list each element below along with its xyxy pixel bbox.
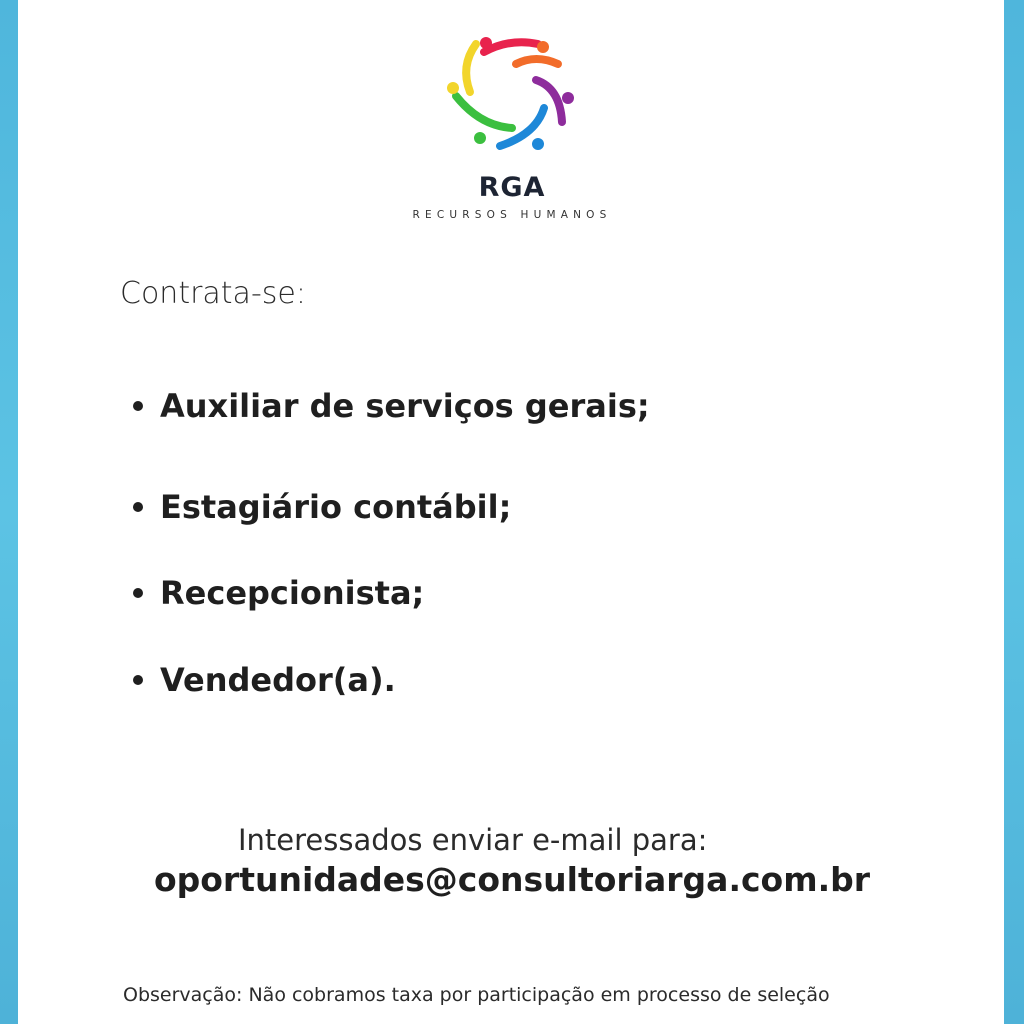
brand-tagline: RECURSOS HUMANOS (412, 209, 612, 221)
job-label: Vendedor(a). (160, 661, 396, 699)
people-circle-logo-icon (440, 30, 584, 160)
bullet-icon (133, 675, 143, 685)
bullet-icon (133, 401, 143, 411)
job-item (133, 661, 396, 699)
job-item (133, 574, 424, 612)
brand-name: RGA (478, 172, 546, 203)
job-label: Recepcionista; (160, 574, 425, 612)
footer-note: Observação: Não cobramos taxa por participação em processo de seleção (123, 984, 830, 1006)
contact-email: oportunidades@consultoriarga.com.br (153, 860, 871, 899)
bullet-icon (133, 502, 143, 512)
job-label: Estagiário contábil; (160, 488, 512, 526)
bullet-icon (133, 588, 143, 598)
job-label: Auxiliar de serviços gerais; (160, 387, 650, 425)
job-item (133, 387, 650, 425)
contact-instructions: Interessados enviar e-mail para: (238, 823, 708, 857)
page-heading: Contrata-se: (120, 276, 306, 311)
job-item (133, 488, 511, 526)
